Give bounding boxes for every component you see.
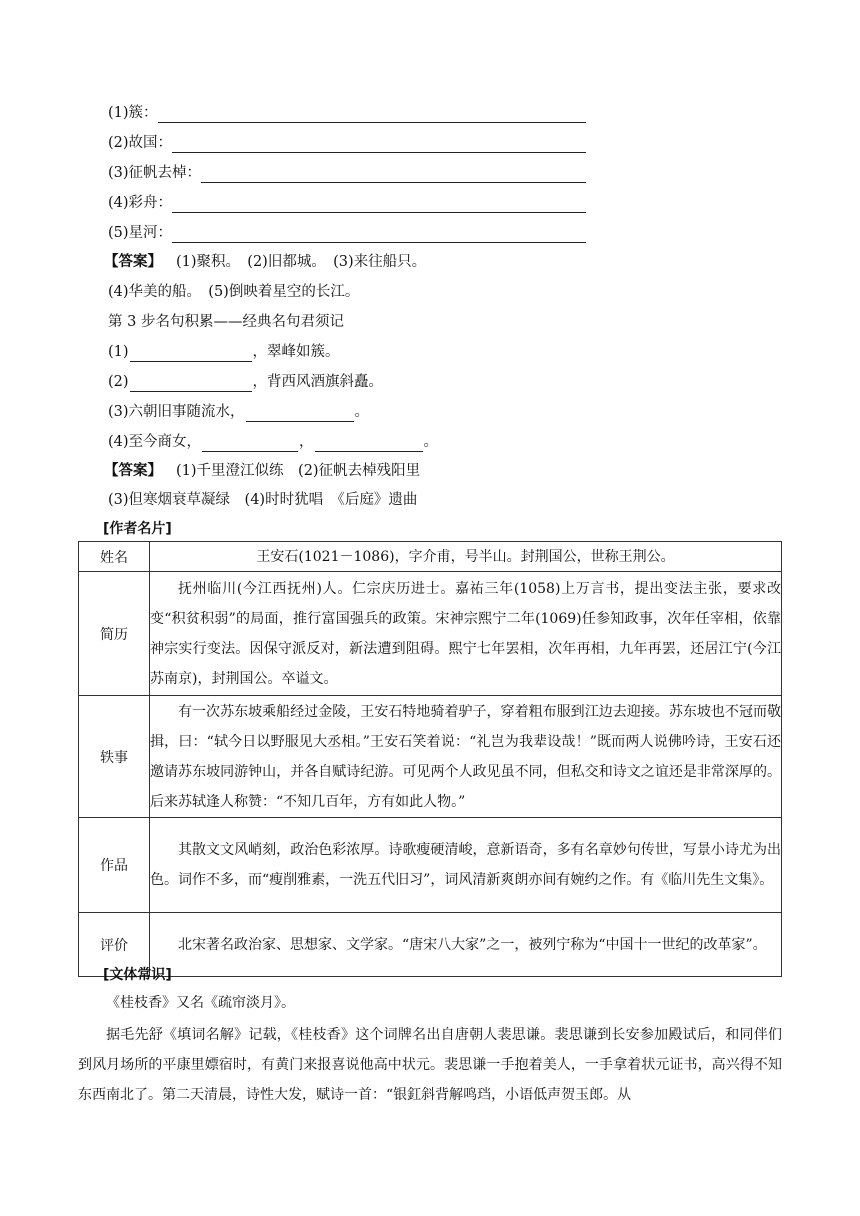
quote-blank[interactable] [130, 377, 252, 392]
vocab-item [108, 163, 586, 183]
row-label: 评价 [79, 913, 150, 977]
section-heading: [文体常识] [103, 967, 172, 983]
quote-item [108, 402, 369, 422]
answer-text: (1)千里澄江似练 (2)征帆去棹残阳里 [176, 463, 421, 479]
quote-separator: ， [299, 434, 314, 450]
table-row [79, 542, 782, 572]
answer-tag: 【答案】 [104, 462, 162, 479]
paragraph: 《桂枝香》又名《疏帘淡月》。 [106, 995, 295, 1011]
answer-line: (4)华美的船。 (5)倒映着星空的长江。 [108, 284, 360, 300]
row-content: 有一次苏东坡乘船经过金陵，王安石特地骑着驴子，穿着粗布服到江边去迎接。苏东坡也不冠而敬揖，曰：“轼今日以野服见大丞相。”王安石笑着说：“礼岂为我辈设哉！”既而两人说佛吟诗，王安石还邀请苏东坡同游钟山，并各自赋诗纪游。可见两个人政见虽不同，但私交和诗文之谊还是非常深厚的。后来苏轼逢人称赞：“不知几百年，方有如此人物。” [150, 696, 782, 818]
row-content: 抚州临川(今江西抚州)人。仁宗庆历进士。嘉祐三年(1058)上万言书，提出变法主张，要求改变“积贫积弱”的局面，推行富国强兵的政策。宋神宗熙宁二年(1069)任参知政事，次年任宰相，依靠神宗实行变法。因保守派反对，新法遭到阻碍。熙宁七年罢相，次年再相，九年再罢，还居江宁(今江苏南京)，封荆国公。卒谥文。 [150, 572, 782, 696]
vocab-word: 星河： [128, 225, 173, 241]
row-content: 北宋著名政治家、思想家、文学家。“唐宋八大家”之一，被列宁称为“中国十一世纪的改革家”。 [150, 913, 782, 977]
quote-prefix: (1) [108, 344, 129, 360]
table-row [79, 913, 782, 977]
vocab-item [108, 103, 586, 123]
vocab-word: 簇： [128, 105, 158, 121]
vocab-word: 故国： [128, 135, 173, 151]
vocab-number: (5) [108, 225, 129, 241]
quote-suffix: 。 [354, 404, 370, 420]
vocab-number: (4) [108, 195, 129, 211]
vocab-item [108, 223, 586, 243]
quote-suffix: ，翠峰如簇。 [252, 344, 340, 360]
quote-item [108, 372, 383, 392]
quote-suffix: 。 [423, 434, 439, 450]
vocab-number: (1) [108, 105, 129, 121]
quote-prefix: (3)六朝旧事随流水， [108, 404, 245, 420]
answer-blank[interactable] [172, 138, 586, 153]
quote-blank[interactable] [315, 437, 423, 452]
row-label: 简历 [79, 572, 150, 696]
answer-block [104, 461, 420, 481]
answer-blank[interactable] [172, 198, 586, 213]
quote-blank[interactable] [130, 347, 252, 362]
quote-prefix: (4)至今商女， [108, 434, 202, 450]
quote-blank[interactable] [246, 407, 354, 422]
section-heading: [作者名片] [103, 521, 172, 537]
quote-blank[interactable] [202, 437, 298, 452]
answer-tag: 【答案】 [104, 253, 162, 270]
table-row [79, 696, 782, 818]
row-content: 王安石(1021－1086)，字介甫，号半山。封荆国公，世称王荆公。 [150, 542, 782, 572]
quote-item [108, 432, 438, 452]
paragraph: 据毛先舒《填词名解》记载，《桂枝香》这个词牌名出自唐朝人裴思谦。裴思谦到长安参加殿试后，和同伴们到风月场所的平康里嫖宿时，有黄门来报喜说他高中状元。裴思谦一手抱着美人，一手拿着状元证书，高兴得不知东西南北了。第二天清晨，诗性大发，赋诗一首：“银釭斜背解鸣珰，小语低声贺玉郎。从 [78, 1027, 782, 1103]
quote-prefix: (2) [108, 374, 129, 390]
vocab-number: (2) [108, 135, 129, 151]
answer-blank[interactable] [172, 228, 586, 243]
answer-blank[interactable] [201, 168, 586, 183]
quote-item [108, 342, 340, 362]
answer-blank[interactable] [158, 108, 586, 123]
section-title: 第 3 步名句积累——经典名句君须记 [108, 314, 344, 330]
author-card-table [78, 541, 782, 977]
row-label: 作品 [79, 818, 150, 913]
row-label: 轶事 [79, 696, 150, 818]
vocab-item [108, 133, 586, 153]
vocab-number: (3) [108, 165, 129, 181]
row-label: 姓名 [79, 542, 150, 572]
vocab-word: 征帆去棹： [128, 165, 202, 181]
vocab-item [108, 193, 586, 213]
table-row [79, 572, 782, 696]
row-content: 其散文文风峭刻，政治色彩浓厚。诗歌瘦硬清峻，意新语奇，多有名章妙句传世，写景小诗尤为出色。词作不多，而“瘦削雅素，一洗五代旧习”，词风清新爽朗亦间有婉约之作。有《临川先生文集》。 [150, 818, 782, 913]
answer-line: (3)但寒烟衰草凝绿 (4)时时犹唱 《后庭》遗曲 [108, 492, 418, 508]
answer-block [104, 252, 426, 272]
table-row [79, 818, 782, 913]
vocab-word: 彩舟： [128, 195, 173, 211]
quote-suffix: ，背西风酒旗斜矗。 [252, 374, 384, 390]
answer-text: (1)聚积。 (2)旧都城。 (3)来往船只。 [176, 254, 427, 270]
